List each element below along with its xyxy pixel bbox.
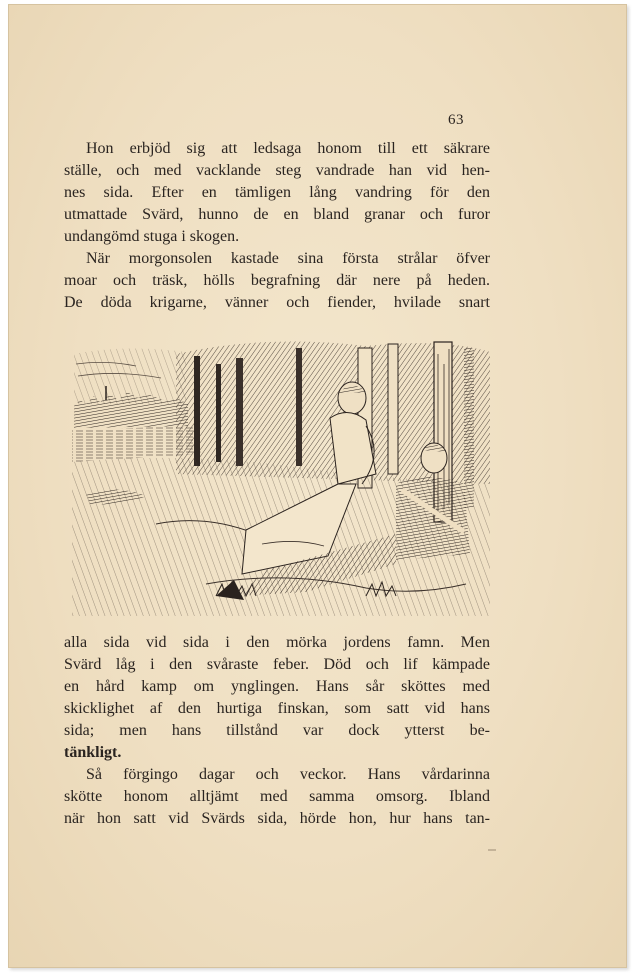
paragraph <box>64 138 490 248</box>
text-line: när hon satt vid Svärds sida, hörde hon, hur hans tan- <box>64 810 490 827</box>
text-line: nes sida. Efter en tämligen lång vandring för den <box>64 184 490 201</box>
paragraph <box>64 632 490 764</box>
text-line: Hon erbjöd sig att ledsaga honom till ett säkrare <box>86 140 490 157</box>
paper-spot <box>488 849 496 851</box>
text-line: utmattade Svärd, hunno de en bland granar och furor <box>64 206 490 223</box>
text-line: skicklighet af den hurtiga finskan, som satt vid hans <box>64 700 490 717</box>
paragraph <box>64 248 490 314</box>
page-number: 63 <box>448 112 464 128</box>
text-line: undangömd stuga i skogen. <box>64 228 240 245</box>
text-line: Svärd låg i den svåraste feber. Död och lif kämpade <box>64 656 490 673</box>
text-line: De döda krigarne, vänner och fiender, hvilade snart <box>64 294 490 311</box>
text-block-bottom <box>64 632 490 830</box>
book-page <box>8 4 627 968</box>
text-block-top <box>64 138 490 314</box>
paragraph <box>64 764 490 830</box>
text-line: När morgonsolen kastade sina första strålar öfver <box>86 250 490 267</box>
engraving-svg <box>66 334 494 616</box>
text-line: moar och träsk, hölls begrafning där nere på heden. <box>64 272 490 289</box>
text-line: tänkligt. <box>64 744 122 761</box>
engraving-illustration <box>66 334 494 616</box>
text-line: sida; men hans tillstånd var dock ytterst be- <box>64 722 490 739</box>
text-line: alla sida vid sida i den mörka jordens famn. Men <box>64 634 490 651</box>
text-line: Så förgingo dagar och veckor. Hans vårdarinna <box>86 766 490 783</box>
text-line: skötte honom alltjämt med samma omsorg. Ibland <box>64 788 490 805</box>
text-line: ställe, och med vacklande steg vandrade han vid hen- <box>64 162 490 179</box>
text-line: en hård kamp om ynglingen. Hans sår sköttes med <box>64 678 490 695</box>
